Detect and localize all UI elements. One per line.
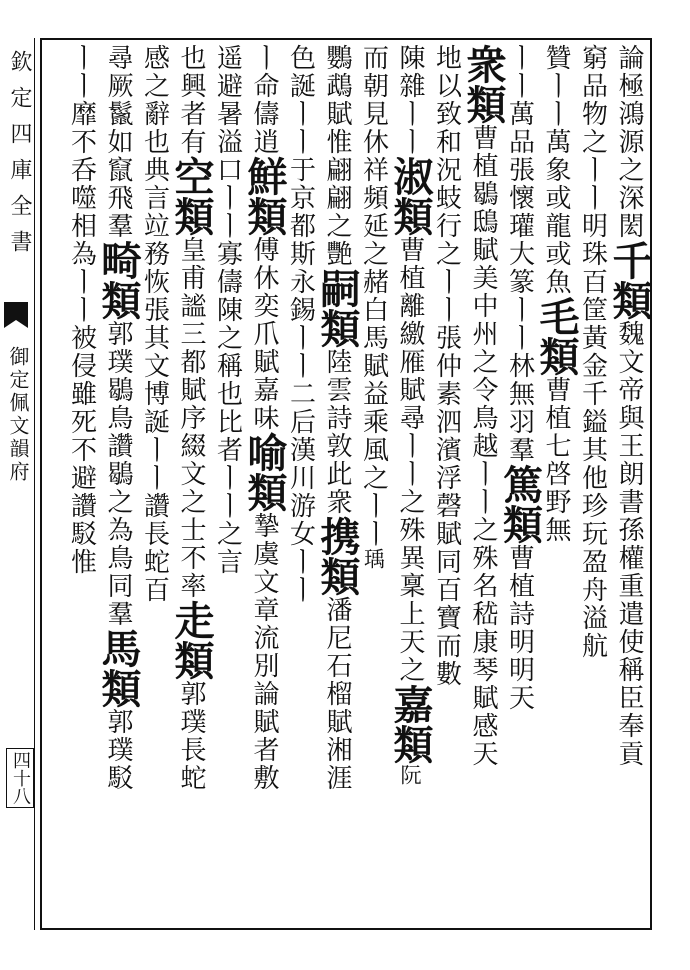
left-border-rule — [40, 38, 42, 930]
text-run: ㅣ命儔逍 — [249, 44, 279, 156]
text-run: 瑀 — [361, 548, 386, 570]
heading-term: 嗣類 — [314, 268, 361, 348]
text-run: 郭璞長蛇 — [176, 680, 206, 792]
col-4 — [496, 44, 544, 712]
heading-term: 嘉類 — [387, 684, 434, 764]
text-run: ㅣㅣ萬品張懷瓘大篆 — [504, 44, 535, 296]
heading-term: 喻類 — [241, 432, 288, 512]
margin-top-label: 欽定四庫全書 — [7, 50, 32, 266]
heading-term: 携類 — [314, 516, 361, 596]
text-run: 陳雜ㅣㅣ — [395, 44, 425, 156]
text-run: 休祥頻延之赭白馬賦益乘風之ㅣㅣ — [358, 128, 389, 548]
text-run: 曹植七啓野無 — [541, 376, 571, 544]
text-run: 曹植詩明明天 — [504, 544, 535, 712]
text-run: 曹植離繳雁賦尋ㅣㅣ之殊異稟上天之 — [395, 236, 425, 684]
text-run: ㅣㅣ林無羽羣 — [504, 296, 535, 464]
heading-term: 走類 — [168, 600, 215, 680]
bottom-border-rule — [40, 928, 652, 930]
text-run: 贊ㅣㅣ萬象或龍或魚 — [541, 44, 571, 296]
text-run: 曹植鶡鴟賦美中州之令鳥越ㅣㅣ之殊名嵇康琴賦感天 — [468, 124, 498, 768]
heading-term: 畸類 — [95, 240, 142, 320]
text-run: 溢口ㅣㅣ寡儔 — [212, 128, 243, 296]
text-run: 讚駁惟 — [66, 492, 97, 576]
text-run: 鸚鵡賦惟翩翩之艷 — [322, 44, 352, 268]
col-14 — [138, 44, 172, 604]
text-run: 潘尼石榴賦湘涯 — [322, 596, 352, 792]
text-run: 讚長蛇百 — [139, 492, 170, 604]
text-run: 尋厥鬣如竄飛羣 — [103, 44, 133, 240]
right-border-rule — [650, 38, 652, 930]
col-7 — [387, 44, 434, 786]
heading-term: 淑類 — [387, 156, 434, 236]
col-10 — [284, 44, 318, 604]
text-run: 魏文帝與王朗書孫權重遣使稱臣奉貢 — [614, 320, 644, 768]
text-run: 也興者有 — [176, 44, 206, 156]
fish-tail-mark — [2, 298, 30, 338]
col-2 — [576, 44, 610, 660]
text-run: 窮品物之ㅣㅣ — [577, 44, 608, 212]
col-9 — [314, 44, 361, 792]
text-run: 而朝見 — [358, 44, 389, 128]
text-run: 傅休奕爪賦嘉味 — [249, 236, 279, 432]
text-run: ㅣㅣ靡不呑噬 — [66, 44, 97, 212]
heading-term: 千類 — [606, 240, 653, 320]
text-run: 陸雲詩敦此衆 — [322, 348, 352, 516]
text-run: 明珠百筐黃金千鎰其他珍玩盈舟溢航 — [577, 212, 608, 660]
text-run: 皇甫謐三都賦序綴文之士不率 — [176, 236, 206, 600]
text-run: 色誕ㅣㅣ于京都 — [285, 44, 316, 240]
col-15 — [95, 44, 142, 792]
margin-book-title: 御定佩文韻府 — [6, 346, 30, 484]
heading-term: 篤類 — [496, 464, 544, 544]
col-11 — [241, 44, 288, 792]
heading-term: 空類 — [168, 156, 215, 236]
text-run: 陳之稱也比者ㅣㅣ之言 — [212, 296, 243, 576]
col-16 — [65, 44, 99, 576]
col-5 — [460, 44, 507, 768]
col-13 — [168, 44, 215, 792]
text-run: 論極鴻源之深閎 — [614, 44, 644, 240]
heading-term: 毛類 — [533, 296, 580, 376]
col-3 — [533, 44, 580, 544]
col-8 — [357, 44, 391, 570]
col-12 — [211, 44, 245, 576]
text-run: 典言竝務恢張其文博誕ㅣㅣ — [139, 156, 170, 492]
text-run: 阮 — [398, 764, 422, 786]
col-1 — [606, 44, 653, 768]
text-run: 感之辭也 — [139, 44, 170, 156]
text-run: 郭璞駁 — [103, 708, 133, 792]
text-run: 地以致和況蚑行之ㅣㅣ張仲素泗濱浮磬賦同百寶而數 — [431, 44, 462, 688]
heading-term: 馬類 — [95, 628, 142, 708]
text-run: 相為ㅣㅣ被侵雖死不避 — [66, 212, 97, 492]
col-6 — [430, 44, 464, 688]
heading-term: 衆類 — [460, 44, 507, 124]
heading-term: 鮮類 — [241, 156, 288, 236]
margin-page-number: 四十八 — [6, 748, 34, 808]
text-run: 二后漢川游女ㅣㅣ — [285, 380, 316, 604]
text-run: 遥避暑 — [212, 44, 243, 128]
top-border-rule — [40, 38, 652, 40]
text-run: 斯永錫ㅣㅣ — [285, 240, 316, 380]
text-run: 郭璞鶡鳥讚鶡之為鳥同羣 — [103, 320, 133, 628]
text-run: 摯虞文章流別論賦者敷 — [249, 512, 279, 792]
